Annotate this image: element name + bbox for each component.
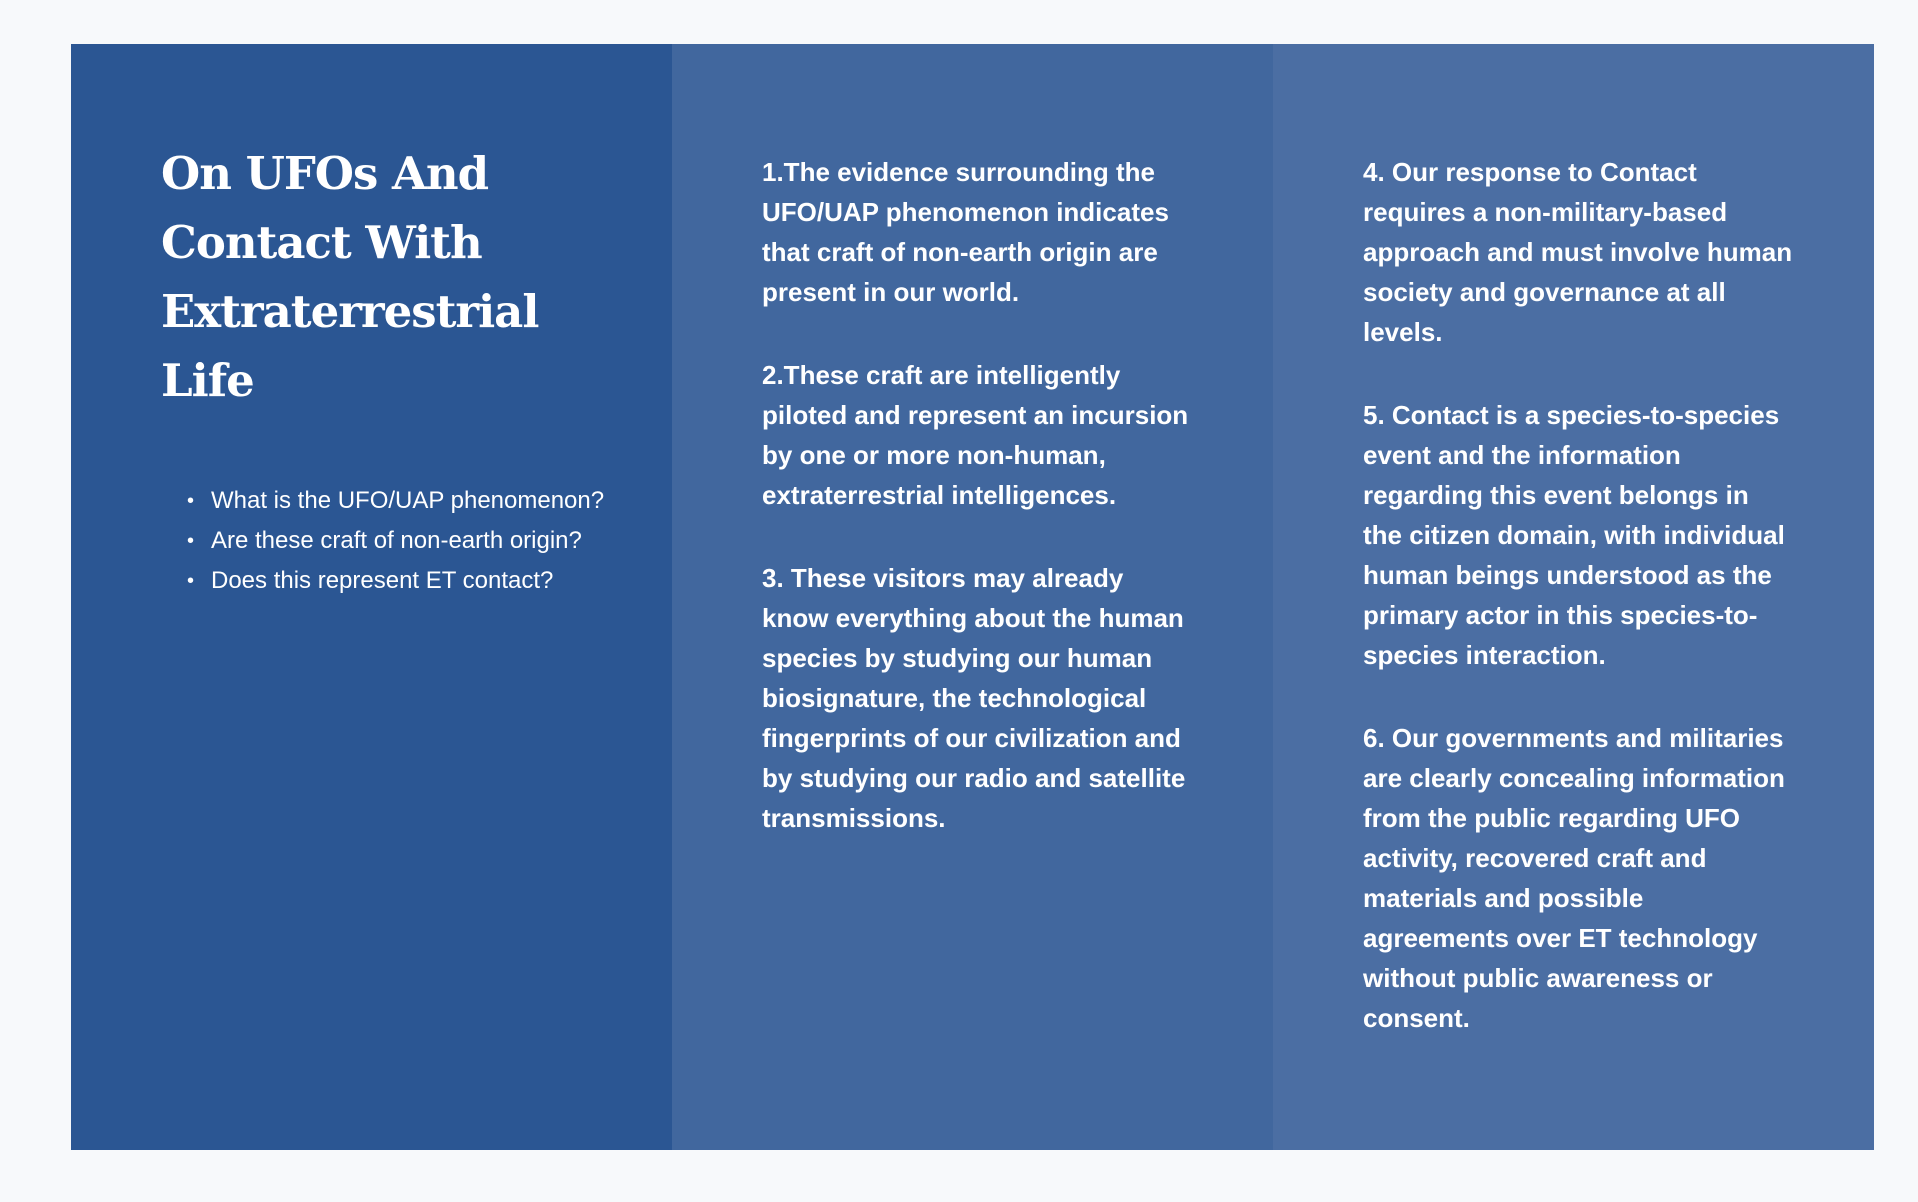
bullet-icon: • bbox=[187, 570, 195, 592]
points-panel-2 bbox=[1273, 44, 1874, 1150]
bullet-icon: • bbox=[187, 530, 195, 552]
point-2: 2.These craft are intelligently piloted and represent an incursion by one or more non-human, extraterrestrial intelligences. bbox=[762, 360, 1189, 510]
points-panel-1 bbox=[672, 44, 1273, 1150]
point-4: 4. Our response to Contact requires a non-military-based approach and must involve human society and governance at all levels. bbox=[1363, 157, 1793, 347]
content-panels bbox=[71, 44, 1874, 1150]
bullet-icon: • bbox=[187, 490, 195, 512]
question-text: Does this represent ET contact? bbox=[211, 567, 554, 594]
point-1: 1.The evidence surrounding the UFO/UAP phenomenon indicates that craft of non-earth origin are present in our world. bbox=[762, 157, 1169, 307]
intro-panel bbox=[71, 44, 672, 1150]
question-list bbox=[161, 481, 612, 601]
list-item bbox=[187, 481, 612, 521]
list-item bbox=[187, 561, 612, 601]
list-item bbox=[187, 521, 612, 561]
point-5: 5. Contact is a species-to-species event and the information regarding this event belongs in the citizen domain, with individual human beings understood as the primary actor in this species-to-species interaction. bbox=[1363, 400, 1785, 670]
point-6: 6. Our governments and militaries are clearly concealing information from the public regarding UFO activity, recovered craft and materials and possible agreements over ET technology without public awareness or consent. bbox=[1363, 723, 1785, 1033]
point-3: 3. These visitors may already know everything about the human species by studying our human biosignature, the technological fingerprints of our civilization and by studying our radio and satellite transmissions. bbox=[762, 563, 1186, 833]
question-text: What is the UFO/UAP phenomenon? bbox=[211, 487, 605, 514]
question-text: Are these craft of non-earth origin? bbox=[211, 527, 582, 554]
page-title: On UFOs And Contact With Extraterrestrial Life bbox=[161, 147, 539, 407]
